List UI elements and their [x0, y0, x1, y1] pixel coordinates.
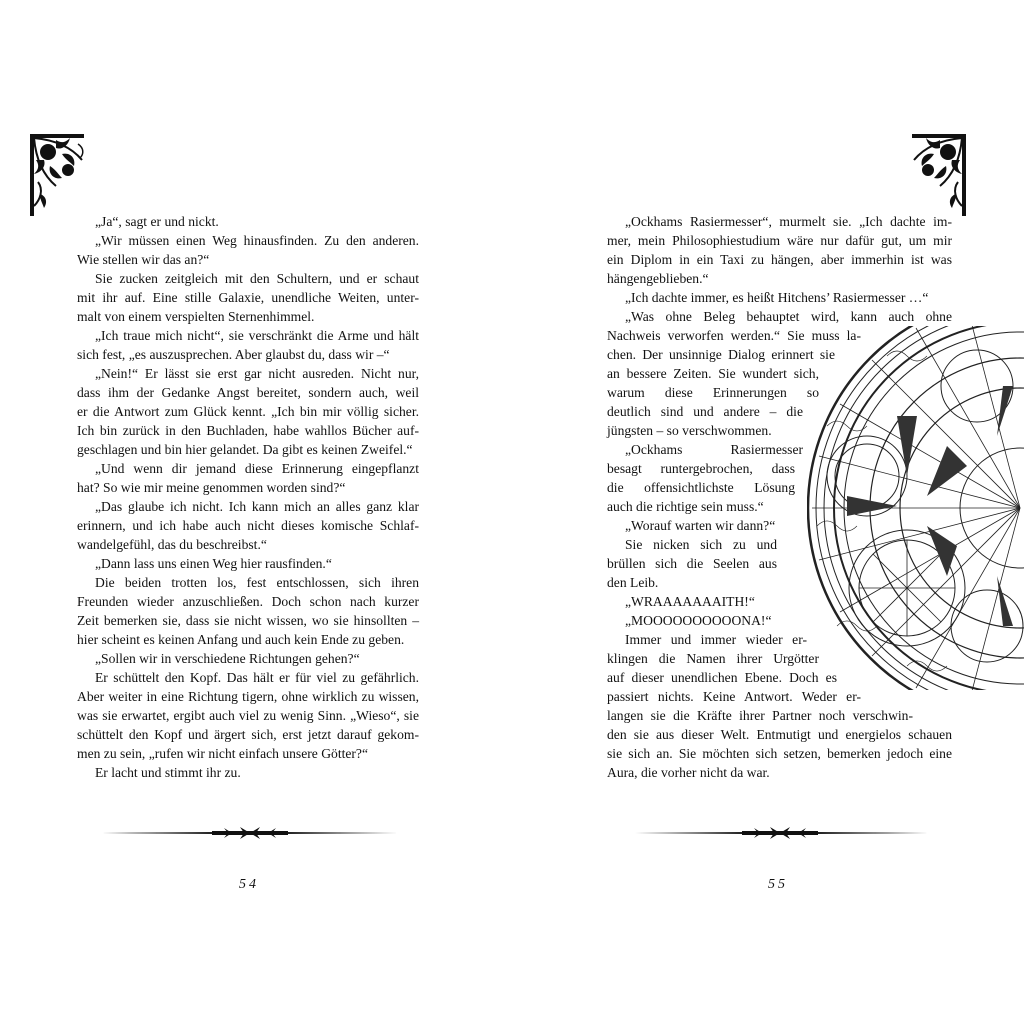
text-line: geschlagen und bin hier gelandet. Da gibt es keinen Zweifel.“	[77, 442, 413, 457]
text-line: Ich bin zurück in den Buchladen, habe wahllos Bücher auf-	[77, 423, 419, 438]
text-line: „Ja“, sagt er und nickt.	[95, 214, 219, 229]
left-page-text	[77, 212, 419, 782]
text-line: „Und wenn dir jemand diese Erinnerung eingepflanzt	[95, 461, 419, 476]
text-line: „Ockhams Rasiermesser	[625, 442, 803, 457]
text-line: klingen die Namen ihrer Urgötter	[607, 651, 819, 666]
text-line: dass ihm der Gedanke Angst bereitet, sondern auch, weil	[77, 385, 419, 400]
text-line: „Worauf warten wir dann?“	[625, 518, 776, 533]
text-line: deutlich sind und andere – die	[607, 404, 803, 419]
text-line: „Sollen wir in verschiedene Richtungen gehen?“	[95, 651, 360, 666]
text-line: „Wir müssen einen Weg hinausfinden. Zu den anderen.	[95, 233, 419, 248]
text-line: Er lacht und stimmt ihr zu.	[95, 765, 241, 780]
text-line: an bessere Zeiten. Sie wundert sich,	[607, 366, 819, 381]
text-line: Freunden wieder anzuschließen. Doch schon nach kurzer	[77, 594, 419, 609]
page-number: 54	[239, 877, 259, 892]
text-line: jüngsten – so verschwommen.	[607, 423, 772, 438]
text-line: ein Diplom in ein Taxi zu hängen, aber immerhin ist was	[607, 252, 952, 267]
corner-ornament-icon	[908, 130, 970, 220]
text-line: Zeit bemerken sie, dass sie nicht wissen, wo sie hinsollten –	[77, 613, 419, 628]
text-line: sie sich an. Sie möchten sich setzen, bemerken jedoch eine	[607, 746, 952, 761]
text-line: men zu sein, „rufen wir nicht einfach unsere Götter?“	[77, 746, 369, 761]
text-line: Aura, die vorher nicht da war.	[607, 765, 770, 780]
divider-ornament-icon	[100, 824, 400, 842]
text-line: sich fest, „es auszusprechen. Aber glaubst du, dass wir –“	[77, 347, 390, 362]
text-line: „Dann lass uns einen Weg hier rausfinden.“	[95, 556, 332, 571]
text-line: hier scheint es keinen Anfang und auch kein Ende zu geben.	[77, 632, 405, 647]
text-line: chen. Der unsinnige Dialog erinnert sie	[607, 347, 835, 362]
text-line: Die beiden trotten los, fest entschlossen, sich ihren	[95, 575, 419, 590]
text-line: malt von einem verspielten Sternenhimmel.	[77, 309, 315, 324]
divider-ornament-icon	[630, 824, 930, 842]
text-line: „Nein!“ Er lässt sie erst gar nicht ausreden. Nicht nur,	[95, 366, 419, 381]
text-line: auf dieser unendlichen Ebene. Doch es	[607, 670, 837, 685]
text-line: den sie aus dieser Welt. Entmutigt und energielos schauen	[607, 727, 952, 742]
text-line: Wie stellen wir das an?“	[77, 252, 210, 267]
text-line: Sie zucken zeitgleich mit den Schultern, und er schaut	[95, 271, 419, 286]
mandala-illustration-icon	[807, 326, 1024, 690]
text-line: Immer und immer wieder er-	[625, 632, 807, 647]
text-line: „Ich traue mich nicht“, sie verschränkt die Arme und hält	[95, 328, 419, 343]
text-line: „Ockhams Rasiermesser“, murmelt sie. „Ich dachte im-	[625, 214, 952, 229]
text-line: „MOOOOOOOOOONA!“	[625, 613, 772, 628]
text-line: er die Antwort zum Glück kennt. „Ich bin mir völlig sicher.	[77, 404, 419, 419]
text-line: „WRAAAAAAAITH!“	[625, 594, 755, 609]
text-line: auch die richtige sein muss.“	[607, 499, 764, 514]
text-line: den Leib.	[607, 575, 659, 590]
text-line: Er schüttelt den Kopf. Das hält er für viel zu gefährlich.	[95, 670, 419, 685]
text-line: hängengeblieben.“	[607, 271, 709, 286]
text-line: die offensichtlichste Lösung	[607, 480, 795, 495]
text-line: wandelgefühl, das du beschreibst.“	[77, 537, 267, 552]
page-number: 55	[768, 877, 788, 892]
text-line: langen sie die Kräfte ihrer Partner noch verschwin-	[607, 708, 913, 723]
text-line: schüttelt den Kopf und ärgert sich, erst jetzt darauf gekom-	[77, 727, 419, 742]
text-line: „Was ohne Beleg behauptet wird, kann auch ohne	[625, 309, 952, 324]
text-line: Nachweis verworfen werden.“ Sie muss la-	[607, 328, 861, 343]
text-line: warum diese Erinnerungen so	[607, 385, 819, 400]
text-line: brüllen sich die Seelen aus	[607, 556, 777, 571]
text-line: besagt runtergebrochen, dass	[607, 461, 795, 476]
text-line: mit ihr auf. Eine stille Galaxie, unendliche Weiten, unter-	[77, 290, 419, 305]
text-line: Sie nicken sich zu und	[625, 537, 777, 552]
corner-ornament-icon	[26, 130, 88, 220]
text-line: passiert nichts. Keine Antwort. Weder er-	[607, 689, 861, 704]
text-line: hat? So wie mir meine genommen worden sind?“	[77, 480, 346, 495]
text-line: Aber weiter in eine Richtung tigern, ohne wirklich zu wissen,	[77, 689, 419, 704]
text-line: „Ich dachte immer, es heißt Hitchens’ Rasiermesser …“	[625, 290, 929, 305]
text-line: erinnern, und ich habe auch nicht dieses komische Schlaf-	[77, 518, 419, 533]
text-line: was sie erwartet, ergibt auch viel zu wenig Sinn. „Wieso“, sie	[77, 708, 419, 723]
text-line: „Das glaube ich nicht. Ich kann mich an alles ganz klar	[95, 499, 419, 514]
text-line: mer, mein Philosophiestudium wäre nur dafür gut, um mir	[607, 233, 952, 248]
